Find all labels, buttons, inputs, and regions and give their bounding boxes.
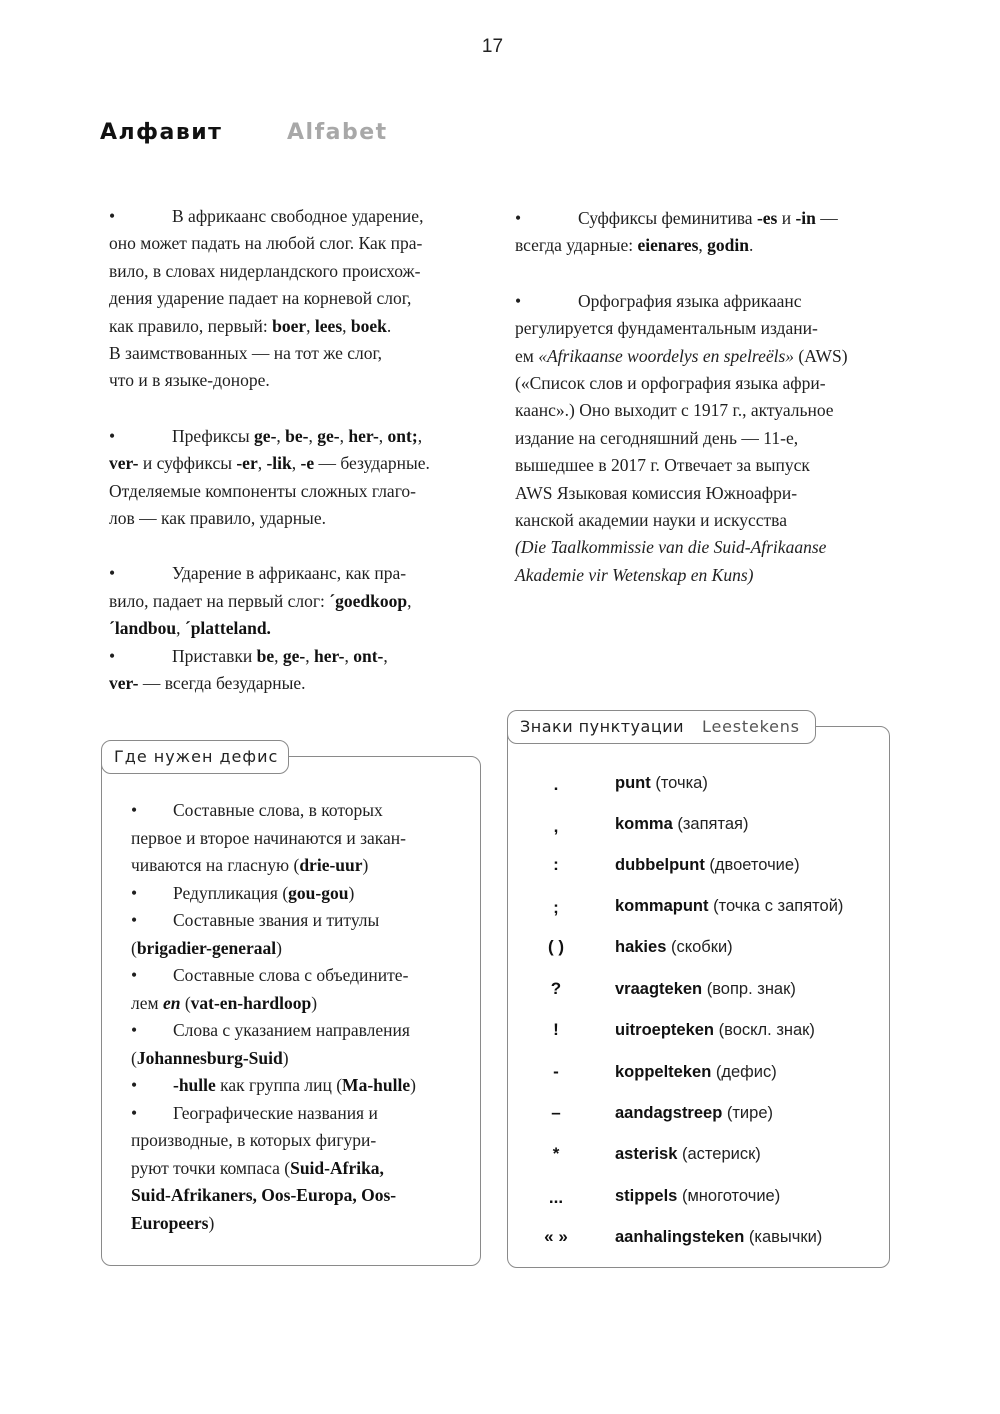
punctuation-label [615, 1057, 777, 1087]
bullet: • [109, 206, 116, 226]
example-word: Johannesburg-Suid [136, 1047, 283, 1068]
stress-paragraph-prefixes [109, 423, 479, 533]
punctuation-symbol: ? [550, 979, 562, 998]
example-word: ge- [282, 645, 306, 666]
text: ) [410, 1075, 416, 1095]
punctuation-label [615, 1181, 780, 1211]
example-word: ver- [109, 673, 139, 694]
punctuation-label [615, 1139, 761, 1169]
text: оно может падать на любой слог. Как пра- [109, 233, 423, 254]
example-word: ver- [109, 453, 139, 474]
text: ) [311, 992, 318, 1013]
punctuation-symbol: – [551, 1103, 561, 1122]
text: — всегда безударные. [138, 673, 306, 694]
punctuation-gloss: (вопр. знак) [702, 980, 796, 998]
text: ) [282, 1047, 289, 1068]
example-word: her- [348, 425, 379, 446]
punctuation-title-translation: Leestekens [702, 717, 800, 736]
text: , [274, 645, 283, 666]
organization-name: Akademie vir Wetenskap en Kuns) [515, 564, 754, 585]
punctuation-gloss: (кавычки) [744, 1228, 823, 1246]
example-word: ont; [387, 425, 418, 446]
hyphen-rules-list [131, 797, 461, 1237]
punctuation-gloss: (воскл. знак) [714, 1021, 815, 1039]
bullet: • [131, 965, 138, 985]
punctuation-symbol: « » [544, 1227, 568, 1246]
punctuation-term: kommapunt [615, 897, 709, 915]
punctuation-label [615, 932, 733, 962]
text: Слова с указанием направления [173, 1020, 410, 1040]
text: Составные звания и титулы [173, 910, 380, 930]
example-word: gou-gou [288, 882, 349, 903]
page-number: 17 [481, 36, 504, 57]
text: . [748, 235, 754, 256]
text: ) [208, 1212, 215, 1233]
punctuation-term: uitroepteken [615, 1021, 715, 1039]
punctuation-row-colon [520, 850, 880, 880]
punctuation-label [615, 1098, 773, 1128]
text: , [417, 425, 423, 446]
example-word: be [256, 645, 275, 666]
text: как группа лиц ( [215, 1075, 343, 1095]
punctuation-term: asterisk [615, 1145, 678, 1163]
example-word: -hulle [173, 1075, 216, 1095]
bullet: • [109, 425, 116, 446]
bullet: • [131, 1075, 138, 1095]
text: вило, падает на первый слог: [109, 590, 330, 611]
text: AWS Языковая комиссия Южноафри- [515, 482, 798, 503]
punctuation-term: komma [615, 815, 673, 833]
punctuation-term: stippels [615, 1187, 678, 1205]
text: Редупликация ( [173, 882, 289, 903]
list-item [131, 1017, 461, 1072]
punctuation-symbol: ( ) [547, 937, 565, 956]
text: вило, в словах нидерландского происхож- [109, 260, 421, 281]
text: ) [348, 882, 355, 903]
organization-name: (Die Taalkommissie van die Suid-Afrikaanse [515, 537, 827, 558]
text: , [407, 590, 412, 611]
text: регулируется фундаментальным издани- [515, 318, 818, 339]
example-word: ´goedkoop [329, 590, 408, 611]
punctuation-row-asterisk [520, 1139, 880, 1169]
example-word: -in [795, 208, 816, 228]
bullet: • [131, 1020, 138, 1040]
punctuation-term: vraagteken [615, 980, 703, 998]
example-word: brigadier-generaal [136, 937, 277, 958]
text: Суффиксы феминитива [578, 208, 757, 228]
punctuation-symbol: ! [553, 1020, 559, 1039]
text: Составные слова с объедините- [173, 965, 409, 985]
example-word: -es [756, 208, 778, 228]
punctuation-symbol: - [553, 1062, 559, 1081]
bullet: • [131, 910, 138, 930]
example-word: godin [707, 235, 749, 256]
list-item [131, 907, 461, 962]
example-word: Suid-Afrikaners, Oos-Europa, Oos- [131, 1185, 397, 1205]
example-word: her- [314, 645, 345, 666]
punctuation-label [615, 1222, 822, 1252]
text: ( [131, 1047, 137, 1068]
text: , [344, 645, 354, 666]
list-item [131, 1072, 461, 1100]
book-title: «Afrikaanse woordelys en spelreëls» [538, 345, 795, 366]
right-column [515, 205, 885, 589]
text: канской академии науки и искусства [515, 510, 787, 531]
text: чиваются на гласную ( [131, 855, 300, 875]
text: , [378, 425, 388, 446]
text: руют точки компаса ( [131, 1157, 291, 1178]
text: что и в языке-доноре. [109, 370, 270, 391]
punctuation-row-hyphen [520, 1057, 880, 1087]
example-word: -er [236, 453, 258, 474]
text: . [386, 315, 392, 336]
left-column [109, 203, 479, 698]
bullet: • [131, 800, 138, 820]
punctuation-symbol: ... [548, 1188, 564, 1207]
text: издание на сегодняшний день — 11-е, [515, 427, 799, 448]
punctuation-row-quotes [520, 1222, 880, 1252]
punctuation-row-point [520, 768, 880, 798]
feminine-suffixes-paragraph [515, 205, 885, 260]
punctuation-term: dubbelpunt [615, 856, 705, 874]
bullet: • [131, 1102, 138, 1123]
text: каанс».) Оно выходит с 1917 г., актуальное [515, 400, 834, 421]
punctuation-row-question [520, 974, 880, 1004]
punctuation-gloss: (точка с запятой) [708, 897, 844, 915]
list-item [131, 962, 461, 1017]
text: Префиксы [172, 425, 255, 446]
example-word: ge- [317, 425, 340, 446]
example-word: lees [314, 315, 343, 336]
punctuation-gloss: (дефис) [711, 1063, 777, 1081]
example-word: boer [272, 315, 307, 336]
punctuation-symbol: * [552, 1144, 560, 1163]
example-word: ge- [254, 425, 277, 446]
text: , [291, 453, 301, 474]
text: и [777, 208, 796, 228]
text: , [176, 618, 185, 639]
bullet: • [109, 645, 116, 666]
text: , [339, 425, 349, 446]
text: всегда ударные: [515, 235, 638, 256]
punctuation-gloss: (двоеточие) [704, 856, 800, 874]
example-word: -lik [266, 453, 292, 474]
punctuation-row-comma [520, 809, 880, 839]
punctuation-row-brackets [520, 932, 880, 962]
punctuation-label [615, 809, 748, 839]
punctuation-gloss: (тире) [722, 1104, 773, 1122]
text: , [305, 645, 315, 666]
text: ( [131, 937, 137, 958]
text: Орфография языка африкаанс [578, 290, 802, 311]
punctuation-symbol: , [553, 817, 559, 836]
text: лем [131, 992, 163, 1013]
punctuation-gloss: (астериск) [677, 1145, 761, 1163]
punctuation-title [507, 710, 816, 744]
text: вышедшее в 2017 г. Отвечает за выпуск [515, 455, 810, 476]
example-word: drie-uur [299, 855, 363, 875]
punctuation-gloss: (запятая) [672, 815, 749, 833]
punctuation-title-text: Знаки пунктуации [520, 717, 685, 736]
text: («Список слов и орфография языка афри- [515, 373, 826, 394]
example-word: ´platteland. [184, 618, 271, 639]
punctuation-label [615, 768, 708, 798]
punctuation-symbol: ; [553, 898, 559, 917]
bullet: • [131, 882, 138, 903]
punctuation-term: punt [615, 774, 651, 792]
punctuation-row-semicolon [520, 891, 880, 921]
punctuation-symbol: . [553, 775, 559, 794]
punctuation-symbol: : [553, 855, 559, 874]
punctuation-term: aandagstreep [615, 1104, 723, 1122]
punctuation-term: koppelteken [615, 1063, 712, 1081]
punctuation-row-exclamation [520, 1015, 880, 1045]
example-word: ont- [353, 645, 384, 666]
text: производные, в которых фигури- [131, 1130, 377, 1150]
example-word: Europeers [131, 1212, 209, 1233]
text: ) [362, 855, 369, 875]
text: лов — как правило, ударные. [109, 508, 326, 529]
stress-paragraph-free [109, 203, 479, 395]
list-item [131, 880, 461, 908]
text: , [383, 645, 388, 666]
example-word: be- [285, 425, 309, 446]
example-word: boek [350, 315, 387, 336]
example-word: en [162, 992, 181, 1013]
text: Приставки [172, 645, 257, 666]
example-word: eienares [637, 235, 699, 256]
punctuation-label [615, 850, 800, 880]
punctuation-gloss: (скобки) [666, 938, 733, 956]
text: В заимствованных — на тот же слог, [109, 343, 383, 364]
text: (AWS) [794, 345, 848, 366]
example-word: Ma-hulle [342, 1075, 411, 1095]
text: и суффиксы [138, 453, 237, 474]
text: дения ударение падает на корневой слог, [109, 288, 412, 309]
example-word: Suid-Afrika, [290, 1157, 384, 1178]
text: ( [180, 992, 191, 1013]
text: В африкаанс свободное ударение, [172, 206, 424, 226]
text: как правило, первый: [109, 315, 273, 336]
text: — безударные. [314, 453, 430, 474]
text: ем [515, 345, 539, 366]
text: , [257, 453, 267, 474]
list-item [131, 1100, 461, 1238]
punctuation-label [615, 891, 843, 921]
punctuation-gloss: (многоточие) [677, 1187, 781, 1205]
punctuation-term: hakies [615, 938, 667, 956]
punctuation-label [615, 974, 796, 1004]
list-item [131, 797, 461, 880]
page-title-translation: Alfabet [287, 120, 388, 145]
text: Ударение в африкаанс, как пра- [172, 563, 407, 584]
example-word: vat-en-hardloop [190, 992, 312, 1013]
punctuation-row-dash [520, 1098, 880, 1128]
hyphen-rules-title: Где нужен дефис [101, 740, 289, 774]
example-word: -e [300, 453, 315, 474]
text: , [306, 315, 315, 336]
text: Отделяемые компоненты сложных глаго- [109, 480, 417, 501]
punctuation-term: aanhalingsteken [615, 1228, 745, 1246]
text: ) [276, 937, 282, 958]
bullet: • [109, 563, 116, 584]
punctuation-gloss: (точка) [650, 774, 708, 792]
page-title: Алфавит [100, 120, 223, 145]
text: — [815, 208, 838, 228]
text: , [276, 425, 286, 446]
text: Географические названия и [173, 1102, 378, 1123]
stress-paragraph-first-syllable [109, 560, 479, 642]
text: , [308, 425, 318, 446]
text: , [342, 315, 351, 336]
text: первое и второе начинаются и закан- [131, 827, 406, 848]
stress-paragraph-unstressed-prefixes [109, 643, 479, 698]
bullet: • [515, 208, 522, 228]
bullet: • [515, 290, 522, 311]
text: Составные слова, в которых [173, 800, 383, 820]
example-word: ´landbou [109, 618, 177, 639]
punctuation-label [615, 1015, 815, 1045]
text: , [698, 235, 708, 256]
punctuation-row-ellipsis [520, 1181, 880, 1211]
orthography-paragraph [515, 288, 885, 589]
